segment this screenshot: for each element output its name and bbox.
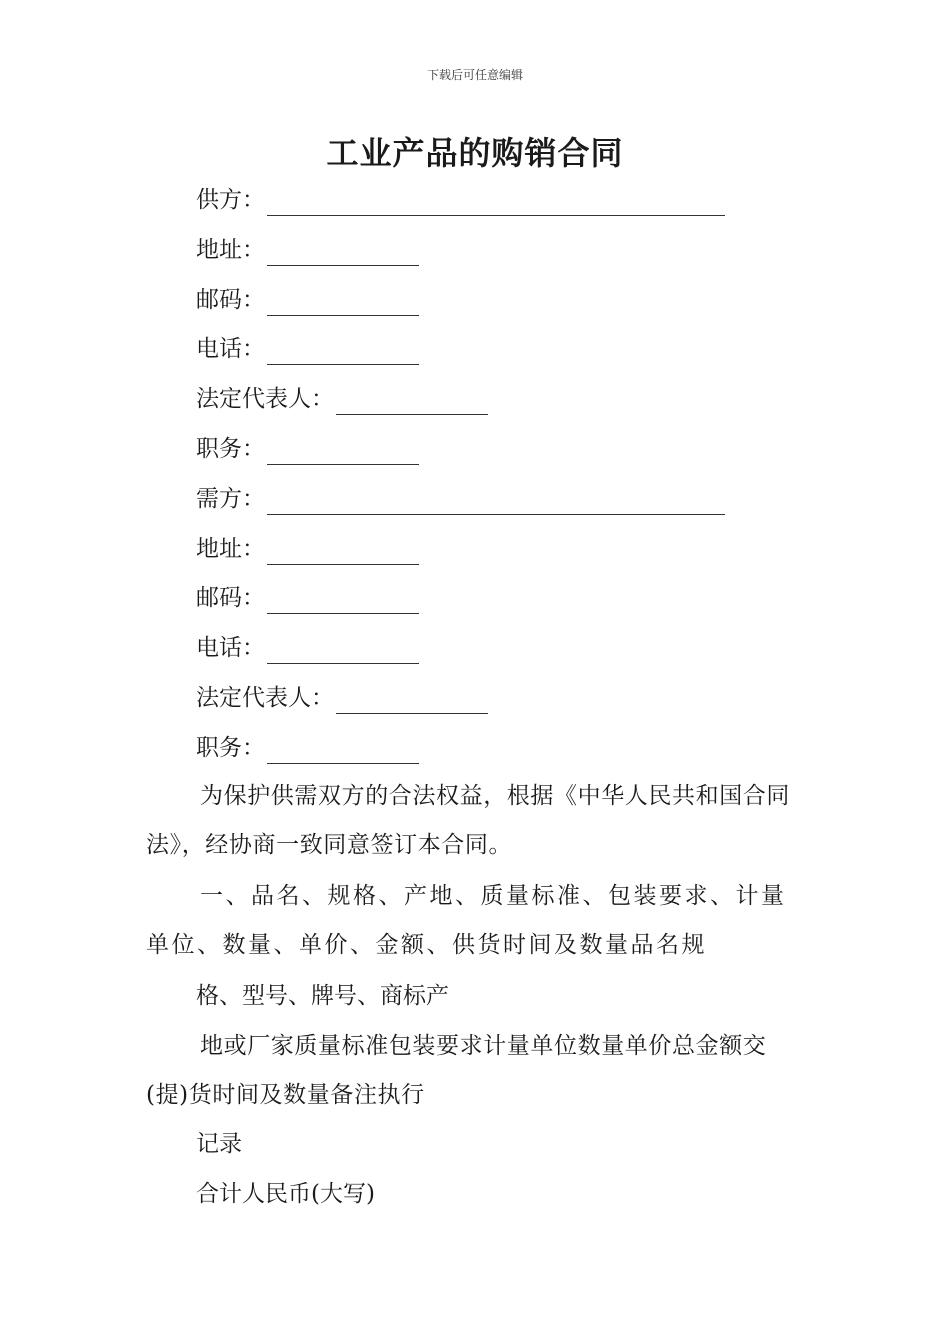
field-row (196, 533, 419, 565)
field-row (196, 582, 419, 614)
fill-in-blank-line[interactable] (267, 492, 725, 515)
field-label: 地址： (196, 237, 265, 263)
field-label: 供方： (196, 187, 265, 213)
fill-in-blank-line[interactable] (267, 741, 419, 764)
fill-in-blank-line[interactable] (336, 392, 488, 415)
header-note: 下载后可任意编辑 (426, 68, 523, 82)
field-label: 法定代表人： (196, 386, 334, 412)
field-label: 电话： (196, 635, 265, 661)
field-label: 邮码： (196, 585, 265, 611)
fill-in-blank-line[interactable] (267, 641, 419, 664)
fill-in-blank-line[interactable] (267, 193, 725, 216)
fill-in-blank-line[interactable] (267, 542, 419, 565)
field-label: 需方： (196, 486, 265, 512)
field-row (196, 632, 419, 664)
record-label: 记录 (196, 1131, 242, 1157)
field-label: 法定代表人： (196, 685, 334, 711)
fill-in-blank-line[interactable] (267, 442, 419, 465)
field-label: 地址： (196, 536, 265, 562)
fill-in-blank-line[interactable] (267, 243, 419, 266)
fill-in-blank-line[interactable] (267, 293, 419, 316)
field-row (196, 333, 419, 365)
field-row (196, 184, 725, 216)
field-row (196, 433, 419, 465)
intro-paragraph: 为保护供需双方的合法权益，根据《中华人民共和国合同法》，经协商一致同意签订本合同。 (146, 783, 790, 858)
clause-one-continuation: 格、型号、牌号、商标产 (196, 983, 449, 1009)
total-label: 合计人民币(大写) (196, 1181, 375, 1207)
field-label: 职务： (196, 735, 265, 761)
field-label: 电话： (196, 336, 265, 362)
field-row (196, 483, 725, 515)
field-row (196, 732, 419, 764)
table-header-text: 地或厂家质量标准包装要求计量单位数量单价总金额交(提)货时间及数量备注执行 (146, 1033, 767, 1108)
field-label: 邮码： (196, 287, 265, 313)
field-row (196, 383, 488, 415)
field-label: 职务： (196, 436, 265, 462)
document-title: 工业产品的购销合同 (326, 134, 624, 172)
fill-in-blank-line[interactable] (336, 691, 488, 714)
clause-one: 一、品名、规格、产地、质量标准、包装要求、计量单位、数量、单价、金额、供货时间及数量品名规 (146, 883, 787, 958)
field-row (196, 234, 419, 266)
field-row (196, 284, 419, 316)
field-row (196, 682, 488, 714)
fill-in-blank-line[interactable] (267, 342, 419, 365)
fill-in-blank-line[interactable] (267, 591, 419, 614)
